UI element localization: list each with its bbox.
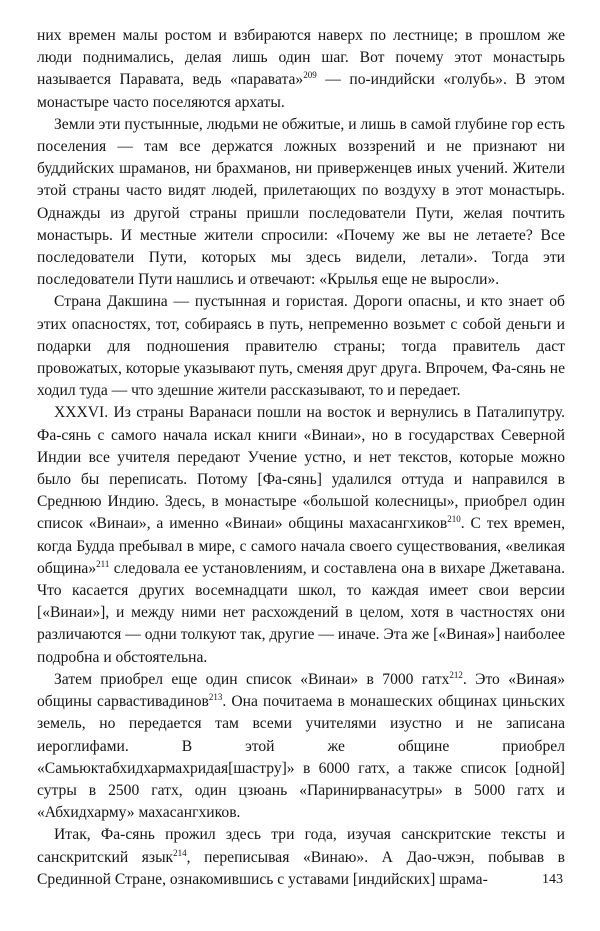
footnote-ref-213: 213 (208, 692, 223, 703)
text-run: . Она почитаема в монашеских общинах циньских земель, но передается там всеми учителями изустно и не записана иероглифами. В этой же общине приобрел «Самьюктабхидхармахридая[шастру]» в 6000 гатх, а также список [одной] сутры в 2500 гатх, один цзюань «Паринирванасутры» в 5000 гатх и «Абхидхарму» махасангхиков. (37, 693, 565, 822)
paragraph-dakshina (37, 291, 565, 402)
text-run: них времен малы ростом и взбираются наверх по лестнице; в прошлом же люди поднимались, делая лишь один шаг. Вот почему этот монастырь называется Паравата, ведь «паравата» (37, 27, 565, 89)
text-run: — по-индийски «голубь». В этом монастыре часто поселяются архаты. (37, 71, 565, 111)
paragraph-section-xxxvi (37, 402, 565, 668)
text-run: Страна Дакшина — пустынная и гористая. Дороги опасны, и кто знает об этих опасностях, тот, собираясь в путь, непременно возьмет с собой деньги и подарки для подношения правителю страны; тогда правитель даст провожатых, которые указывают путь, сменяя друг друга. Впрочем, Фа-сянь не ходил туда — что здешние жители рассказывают, то и передает. (37, 293, 565, 400)
text-run: , переписывая «Винаю». А Дао-чжэн, побывав в Срединной Стране, ознакомившись с уставами [индийских] шрама- (37, 848, 565, 888)
text-run: XXXVI. Из страны Варанаси пошли на восток и вернулись в Паталипутру. Фа-сянь с самого начала искал книги «Винаи», но в государствах Северной Индии все учителя передают Учение устно, и нет текстов, которые можно было бы переписать. Потому [Фа-сянь] удалился оттуда и направился в Среднюю Индию. Здесь, в монастыре «большой колесницы», приобрел один список «Винаи», а именно «Винаи» общины махасангхиков (37, 404, 565, 533)
footnote-ref-211: 211 (96, 558, 110, 569)
paragraph-vinaya-copy (37, 669, 565, 824)
text-run: Затем приобрел еще один список «Винаи» в 7000 гатх (54, 670, 450, 688)
text-run: Земли эти пустынные, людьми не обжитые, и лишь в самой глубине гор есть поселения — там все держатся ложных воззрений и не признают ни буддийских шраманов, ни брахманов, ни приверженцев иных учений. Жители этой страны часто видят людей, прилетающих по воздуху в этот монастырь. Однажды из другой страны пришли последователи Пути, желая почтить монастырь. И местные жители спросили: «Почему же вы не летаете? Все последователи Пути, которых мы здесь видели, летали». Тогда эти последователи Пути нашлись и отвечают: «Крылья еще не выросли». (37, 115, 565, 289)
paragraph-continuation (37, 25, 565, 114)
footnote-ref-209: 209 (303, 70, 317, 81)
paragraph-deserted-lands (37, 114, 565, 292)
text-run: Итак, Фа-сянь прожил здесь три года, изучая санскритские тексты и санскритский язык (37, 826, 565, 866)
page-text (37, 25, 565, 891)
paragraph-three-years (37, 824, 565, 891)
text-run: . Это «Виная» общины сарвастивадинов (37, 670, 565, 711)
text-run: . С тех времен, когда Будда пребывал в мире, с самого начала своего существования, «великая община» (37, 515, 566, 577)
text-run: следовала ее установлениям, и составлена она в вихаре Джетавана. Что касается других восемнадцати школ, то каждая имеет свои версии [«Винаи»], и между ними нет расхождений в целом, хотя в частностях они различаются — одни толкуют так, другие — иначе. Эта же [«Виная»] наиболее подробна и обстоятельна. (37, 559, 565, 666)
page-number: 143 (542, 872, 563, 887)
footnote-ref-214: 214 (173, 847, 187, 858)
footnote-ref-210: 210 (447, 514, 461, 525)
footnote-ref-212: 212 (449, 669, 463, 680)
